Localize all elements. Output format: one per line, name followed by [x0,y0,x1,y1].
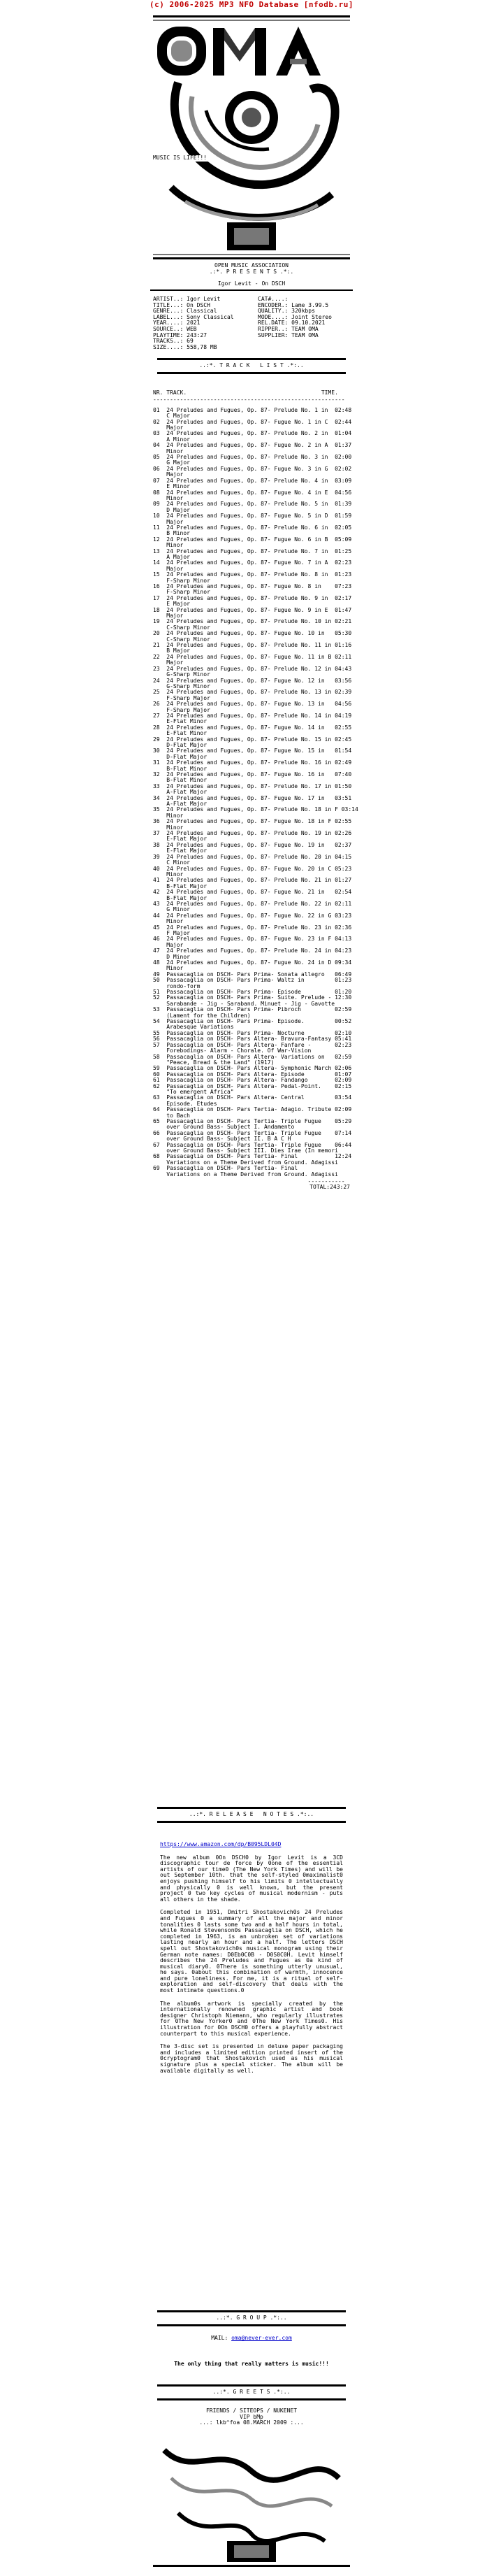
info-size: SIZE....: 558,78 MB [153,343,217,350]
release-notes [160,1842,343,2081]
track-line: 36 24 Preludes and Fugues, Op. 87- Fugue No. 18 in F 02:55 [153,818,352,825]
info-year: YEAR....: 2021 [153,320,201,327]
track-line: 21 24 Preludes and Fugues, Op. 87- Prelude No. 11 in 01:16 [153,642,352,649]
track-line: G-Sharp Minor [153,671,210,678]
track-line: rondo-form [153,982,201,989]
group-heading [150,2310,353,2326]
track-line: 69 Passacaglia on DSCH- Pars Tertia- Final [153,1165,335,1172]
divider [157,2324,346,2326]
tracklist [153,390,356,1191]
track-line: 53 Passacaglia on DSCH- Pars Prima- Pibroch 02:59 [153,1006,352,1013]
info-reldate: REL.DATE: 09.10.2021 [258,320,326,327]
greets-line-3: ...: lkb^foa 08.MARCH 2009 :... [199,2419,304,2426]
track-line: 19 24 Preludes and Fugues, Op. 87- Prelude No. 10 in 02:21 [153,618,352,625]
track-line: Major [153,613,184,620]
track-line: 66 Passacaglia on DSCH- Pars Tertia- Triple Fugue 07:14 [153,1129,352,1136]
track-line: G-Sharp Minor [153,682,210,689]
divider [150,289,353,291]
track-line: over Ground Bass- Subject II. B A C H [153,1136,291,1143]
nfo-container [0,10,503,2576]
track-line: E-Flat Major [153,847,207,854]
track-line: 48 24 Preludes and Fugues, Op. 87- Fugue No. 24 in D 09:34 [153,959,352,966]
track-line: 44 24 Preludes and Fugues, Op. 87- Fugue No. 22 in G 03:23 [153,912,352,919]
mail-line [150,2335,353,2342]
track-line: C-Sharp Minor [153,624,210,631]
info-source: SOURCE..: WEB [153,325,197,332]
track-line: over Ground Bass- Subject III. Dies Irae (In memori [153,1147,338,1154]
track-line: 12 24 Preludes and Fugues, Op. 87- Fugue No. 6 in B 05:09 [153,536,352,543]
track-line: 45 24 Preludes and Fugues, Op. 87- Prelude No. 23 in 02:36 [153,924,352,931]
track-line: 63 Passacaglia on DSCH- Pars Altera- Central 03:54 [153,1094,352,1101]
divider [157,1821,346,1823]
divider [157,1807,346,1809]
track-line: 54 Passacaglia on DSCH- Pars Prima- Episode. 00:52 [153,1018,352,1025]
track-line: Sarabande - Jig - Saraband. Minuet - Jig - Gavotte [153,1000,335,1007]
track-line: Major [153,424,184,431]
banner-text: (c) 2006-2025 MP3 NFO Database [nfodb.ru] [149,0,354,9]
tracklist-title: ..:*. T R A C K L I S T .*:.. [199,362,304,368]
track-line: D Minor [153,953,190,960]
greets-line-2: VIP bMp [240,2413,263,2420]
track-line: 32 24 Preludes and Fugues, Op. 87- Fugue No. 16 in 07:40 [153,771,352,778]
group-title: ..:*. G R O U P .*:.. [216,2314,287,2321]
tagline-text: MUSIC IS LIFE!!! [153,155,209,162]
track-line: 65 Passacaglia on DSCH- Pars Tertia- Triple Fugue 05:29 [153,1117,352,1124]
track-line: 62 Passacaglia on DSCH- Pars Altera- Pedal-Point. 02:15 [153,1082,352,1089]
site-banner [0,0,503,10]
track-line: 07 24 Preludes and Fugues, Op. 87- Prelude No. 4 in 03:09 [153,477,352,484]
greets-title: ..:*. G R E E T S .*:.. [212,2389,291,2395]
track-line: D Major [153,506,190,513]
track-line: 37 24 Preludes and Fugues, Op. 87- Prelude No. 19 in 02:26 [153,830,352,837]
presents-block [150,263,353,287]
track-line: 16 24 Preludes and Fugues, Op. 87- Fugue No. 8 in 07:23 [153,583,352,589]
total-time: TOTAL:243:27 [309,1184,350,1191]
tracklist-header: NR. TRACK. TIME. [153,389,338,396]
nfo-document [150,10,358,2576]
track-line: Variations on a Theme Derived from Ground. Adagissi [153,1159,338,1166]
track-line: 27 24 Preludes and Fugues, Op. 87- Prelude No. 14 in 04:19 [153,712,352,719]
track-line: 20 24 Preludes and Fugues, Op. 87- Fugue No. 10 in 05:30 [153,630,352,637]
track-line: B Minor [153,530,190,537]
mail-label: MAIL: [211,2335,228,2341]
track-line: 40 24 Preludes and Fugues, Op. 87- Fugue No. 20 in C 05:23 [153,865,352,872]
track-line: 52 Passacaglia on DSCH- Pars Prima- Suite. Prelude - 12:30 [153,994,352,1001]
track-line: 38 24 Preludes and Fugues, Op. 87- Fugue No. 19 in 02:37 [153,841,352,848]
track-line: 10 24 Preludes and Fugues, Op. 87- Fugue No. 5 in D 01:59 [153,513,352,520]
presents-line: .:*. P R E S E N T S .*:. [209,268,294,275]
track-line: G Minor [153,906,190,913]
note-paragraph: The new album 0On DSCH0 by Igor Levit is a 3CD discographic tour de force by 0one of the essential artists of our time0 (The New York Times) and will be out September 10th. that the self-styled 0maximalist0 enjoys pushing himself to his limits 0 intellectually and physically 0 is well known, but the present project 0 two key cycles of musical modernism - puts all others in the shade. [160,1854,343,1903]
track-line: Minor [153,448,184,455]
track-line: "Peace, Bread & the Land" (1917) [153,1059,275,1066]
info-supplier: SUPPLIER: TEAM OMA [258,331,319,338]
track-line: E-Flat Minor [153,718,207,725]
track-line: B-Flat Major [153,894,207,901]
track-line: D-Flat Major [153,753,207,760]
info-ripper: RIPPER..: TEAM OMA [258,325,319,332]
info-tracks: TRACKS..: 69 [153,338,194,345]
track-line: Minor [153,965,184,972]
track-line: 33 24 Preludes and Fugues, Op. 87- Prelude No. 17 in 01:50 [153,782,352,789]
track-line: 51 Passacaglia on DSCH- Pars Prima- Episode 01:20 [153,989,352,996]
track-line: 41 24 Preludes and Fugues, Op. 87- Prelude No. 21 in 01:27 [153,877,352,884]
info-genre: GENRE...: Classical [153,308,217,315]
info-title: TITLE...: On DSCH [153,301,210,308]
track-line: Major [153,941,184,948]
group-name: OPEN MUSIC ASSOCIATION [214,262,289,269]
track-line: 60 Passacaglia on DSCH- Pars Altera- Episode 01:07 [153,1071,352,1078]
tracklist-rule: --------------------------------------------------------- [153,396,345,403]
track-line: D-Flat Major [153,741,207,748]
track-line: 68 Passacaglia on DSCH- Pars Tertia- Final 12:24 [153,1153,352,1160]
track-line: "To emergent Africa" [153,1088,234,1095]
track-line: 39 24 Preludes and Fugues, Op. 87- Prelude No. 20 in 04:15 [153,853,352,860]
note-paragraph: The 3-disc set is presented in deluxe paper packaging and includes a limited edition printed insert of the 0cryptogram0 that Shostakovich used as his musical signature plus a special sticker. The album will be available digitally as well. [160,2043,343,2074]
track-line: 61 Passacaglia on DSCH- Pars Altera- Fandango 02:09 [153,1077,352,1084]
release-link[interactable] [160,1842,343,1848]
track-line: 15 24 Preludes and Fugues, Op. 87- Prelude No. 8 in 01:23 [153,571,352,578]
track-line: 23 24 Preludes and Fugues, Op. 87- Prelude No. 12 in 04:43 [153,665,352,672]
footer-art [150,2436,353,2569]
track-line: 34 24 Preludes and Fugues, Op. 87- Fugue No. 17 in 03:51 [153,794,352,801]
track-line: Forebodings- Alarm - Chorale. Of War-Vision [153,1047,312,1054]
track-line: 56 Passacaglia on DSCH- Pars Altera- Bravura-Fantasy 05:41 [153,1036,352,1043]
tracklist-rule: ----------- [153,1178,345,1185]
note-paragraphs [160,1855,343,2075]
footer-graphic [150,2436,353,2569]
track-line: B-Flat Minor [153,777,207,784]
track-line: C Major [153,413,190,420]
track-line: E Minor [153,483,190,490]
track-line: B-Flat Major [153,882,207,889]
track-line: Episode. Etudes [153,1100,217,1107]
divider [157,2310,346,2312]
oma-logo-art [150,13,353,261]
track-line: 29 24 Preludes and Fugues, Op. 87- Prelude No. 15 in 02:45 [153,736,352,743]
track-line: A-Flat Major [153,789,207,796]
info-left [153,296,234,350]
track-line: F-Sharp Major [153,706,210,713]
track-line: 57 Passacaglia on DSCH- Pars Altera- Fanfare - 02:23 [153,1041,352,1048]
track-line: F-Sharp Major [153,694,210,701]
track-line: F-Sharp Minor [153,589,210,596]
release-notes-heading [150,1807,353,1823]
divider [157,358,346,360]
track-line: 22 24 Preludes and Fugues, Op. 87- Fugue No. 11 in B 02:11 [153,653,352,660]
info-playtime: PLAYTIME: 243:27 [153,331,207,338]
track-line: 04 24 Preludes and Fugues, Op. 87- Fugue No. 2 in A 01:37 [153,442,352,449]
track-line: A Major [153,553,190,560]
release-notes-title: ..:*. R E L E A S E N O T E S .*:.. [189,1811,314,1817]
tracklist-heading [150,358,353,374]
track-line: 35 24 Preludes and Fugues, Op. 87- Prelude No. 18 in F 03:14 [153,806,358,813]
track-line: 05 24 Preludes and Fugues, Op. 87- Prelude No. 3 in 02:00 [153,454,352,461]
track-line: 59 Passacaglia on DSCH- Pars Altera- Symphonic March 02:06 [153,1065,352,1072]
tagline [153,155,209,162]
motto: The only thing that really matters is music!!! [174,2360,329,2367]
track-line: 17 24 Preludes and Fugues, Op. 87- Prelude No. 9 in 02:17 [153,594,352,601]
track-line: Major [153,659,184,666]
info-artist: ARTIST..: Igor Levit [153,296,221,302]
track-line: 64 Passacaglia on DSCH- Pars Tertia- Adagio. Tribute 02:09 [153,1106,352,1113]
track-line: 46 24 Preludes and Fugues, Op. 87- Fugue No. 23 in F 04:13 [153,936,352,943]
logo-graphic [150,13,353,261]
track-line: Major [153,518,184,525]
track-line: 55 Passacaglia on DSCH- Pars Prima- Nocturne 02:10 [153,1029,352,1036]
track-line: (Lament for the Children) [153,1012,251,1019]
track-line: G Major [153,459,190,466]
track-line: 14 24 Preludes and Fugues, Op. 87- Fugue No. 7 in A 02:23 [153,559,352,566]
track-line: 18 24 Preludes and Fugues, Op. 87- Fugue No. 9 in E 01:47 [153,606,352,613]
track-line: 43 24 Preludes and Fugues, Op. 87- Prelude No. 22 in 02:11 [153,900,352,907]
info-cat: CAT#....: [258,296,289,302]
greets-heading [150,2384,353,2400]
track-line: 02 24 Preludes and Fugues, Op. 87- Fugue No. 1 in C 02:44 [153,418,352,425]
track-line: 26 24 Preludes and Fugues, Op. 87- Fugue No. 13 in 04:56 [153,701,352,708]
track-line: B Major [153,647,190,654]
track-line: Minor [153,918,184,925]
track-line: Minor [153,494,184,501]
track-line: E-Flat Minor [153,730,207,737]
info-quality: QUALITY.: 320kbps [258,308,315,315]
mail-link[interactable]: oma@never-ever.com [231,2335,292,2341]
info-encoder: ENCODER.: Lame 3.99.5 [258,301,329,308]
track-line: 25 24 Preludes and Fugues, Op. 87- Prelude No. 13 in 02:39 [153,689,352,696]
track-line: 24 24 Preludes and Fugues, Op. 87- Fugue No. 12 in 03:56 [153,677,352,684]
track-line: 28 24 Preludes and Fugues, Op. 87- Fugue No. 14 in 02:55 [153,724,352,731]
amazon-link[interactable]: https://www.amazon.com/dp/B095LDL04D [160,1841,282,1847]
track-line: 01 24 Preludes and Fugues, Op. 87- Prelude No. 1 in 02:48 [153,406,352,413]
info-right [258,296,332,338]
track-line: Arabesque Variations [153,1024,234,1031]
divider [157,2384,346,2387]
track-line: 50 Passacaglia on DSCH- Pars Prima- Waltz in 01:23 [153,977,352,984]
track-line: Minor [153,812,184,819]
note-paragraph: The album0s artwork is specially created by the internationally renowned graphic artist and book designer Christoph Niemann, who regularly illustrates for 0The New Yorker0 and 0The New York Times0. His illustration for 0On DSCH0 offers a playfully abstract counterpart to this musical experience. [160,2000,343,2037]
track-line: A-Flat Major [153,801,207,808]
track-line: 08 24 Preludes and Fugues, Op. 87- Fugue No. 4 in E 04:56 [153,489,352,496]
track-line: E-Flat Major [153,836,207,843]
track-line: F-Sharp Minor [153,577,210,584]
track-line: F Major [153,929,190,936]
track-line: 47 24 Preludes and Fugues, Op. 87- Prelude No. 24 in 04:23 [153,947,352,954]
track-line: C-Sharp Minor [153,636,210,643]
track-line: 13 24 Preludes and Fugues, Op. 87- Prelude No. 7 in 01:25 [153,548,352,554]
info-mode: MODE....: Joint Stereo [258,313,332,320]
track-line: A Minor [153,436,190,443]
track-line: 31 24 Preludes and Fugues, Op. 87- Prelude No. 16 in 02:49 [153,759,352,766]
note-paragraph: Completed in 1951, Dmitri Shostakovich0s 24 Preludes and Fugues 0 a summary of all the major and minor tonalities 0 lasts some two and a half hours in total, while Ronald Stevenson0s Passacaglia on DSCH, which he completed in 1963, is an unbroken set of variations lasting nearly an hour and a half. The letters DSCH spell out Shostakovich0s musical monogram using their German note names: D0Eb0C0B - D0S0C0H. Levit himself describes the 24 Preludes and Fugues as 0a kind of musical diary0. 0There is something utterly unusual, he says. 0about this combination of warmth, innocence and pure loneliness. For me, it is a ritual of self-exploration and self-discovery that deals with the most intimate questions.0 [160,1909,343,1994]
track-line: 30 24 Preludes and Fugues, Op. 87- Fugue No. 15 in 01:54 [153,747,352,754]
track-line: Major [153,565,184,572]
track-line: E Major [153,601,190,608]
track-line: Minor [153,871,184,878]
track-line: over Ground Bass- Subject I. Andamento [153,1124,295,1131]
info-label: LABEL...: Sony Classical [153,313,234,320]
divider [157,2398,346,2400]
track-line: to Bach [153,1112,190,1119]
track-line: 03 24 Preludes and Fugues, Op. 87- Prelude No. 2 in 01:04 [153,430,352,437]
track-line: 58 Passacaglia on DSCH- Pars Altera- Variations on 02:59 [153,1053,352,1060]
greets-block [150,2408,353,2426]
track-line: C Minor [153,859,190,866]
track-line: 06 24 Preludes and Fugues, Op. 87- Fugue No. 3 in G 02:02 [153,465,352,472]
track-line: Minor [153,824,184,831]
greets-line-1: FRIENDS / SITEOPS / NUKENET [205,2407,298,2414]
track-line: Variations on a Theme Derived from Ground. Adagissi [153,1171,338,1178]
track-line: 09 24 Preludes and Fugues, Op. 87- Prelude No. 5 in 01:39 [153,501,352,508]
track-line: B-Flat Minor [153,765,207,772]
release-title: Igor Levit - On DSCH [217,280,286,287]
track-line: 49 Passacaglia on DSCH- Pars Prima- Sonata allegro 06:49 [153,971,352,978]
track-line: Minor [153,542,184,549]
track-rows [153,408,356,1178]
group-block [150,2335,353,2367]
track-line: 11 24 Preludes and Fugues, Op. 87- Prelude No. 6 in 02:05 [153,524,352,531]
divider [157,372,346,374]
track-line: 42 24 Preludes and Fugues, Op. 87- Fugue No. 21 in 02:54 [153,889,352,896]
track-line: Major [153,471,184,478]
track-line: 67 Passacaglia on DSCH- Pars Tertia- Triple Fugue 06:44 [153,1141,352,1148]
